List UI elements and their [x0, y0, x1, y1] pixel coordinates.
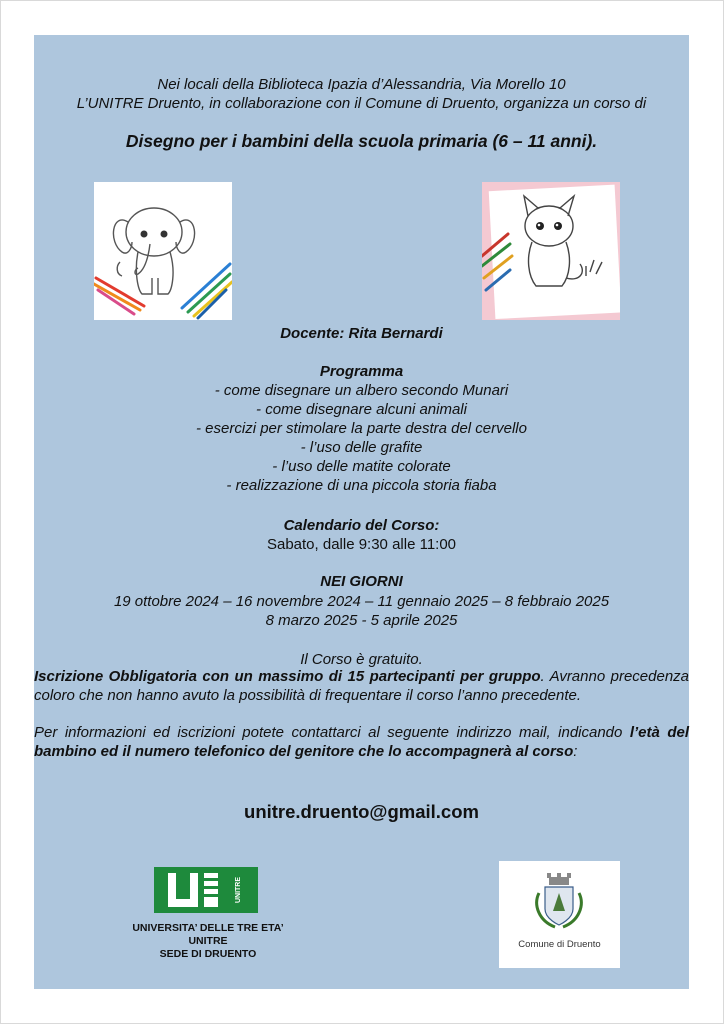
programma-title: Programma — [319, 363, 404, 380]
programma-list — [34, 381, 689, 495]
giorni-line-2: 8 marzo 2025 - 5 aprile 2025 — [265, 612, 458, 629]
list-item: - l’uso delle grafite — [300, 439, 423, 456]
giorni-line-1: 19 ottobre 2024 – 16 novembre 2024 – 11 gennaio 2025 – 8 febbraio 2025 — [113, 593, 610, 610]
contatti-bold: l’età del bambino ed il numero telefonico del genitore che lo accompagnerà al corso — [34, 724, 690, 760]
unitre-caption-line-2: UNITRE — [188, 935, 228, 947]
iscrizione-rest: . Avranno precedenza coloro che non hanno avuto la possibilità di frequentare il corso l’anno precedente. — [34, 668, 690, 704]
list-item: - come disegnare un albero secondo Munari — [214, 382, 509, 399]
unitre-caption-line-1: UNIVERSITA’ DELLE TRE ETA’ — [132, 922, 284, 934]
intro-line-2: L’UNITRE Druento, in collaborazione con il Comune di Druento, organizza un corso di — [76, 95, 647, 112]
list-item: - realizzazione di una piccola storia fiaba — [226, 477, 497, 494]
flyer — [34, 35, 689, 989]
gratuito-text: Il Corso è gratuito. — [300, 651, 423, 668]
intro — [34, 75, 689, 113]
intro-line-1: Nei locali della Biblioteca Ipazia d’Alessandria, Via Morello 10 — [157, 76, 566, 93]
unitre-caption — [118, 922, 298, 961]
docente: Docente: Rita Bernardi — [280, 325, 443, 342]
list-item: - come disegnare alcuni animali — [256, 401, 467, 418]
course-title: Disegno per i bambini della scuola primaria (6 – 11 anni). — [125, 131, 598, 151]
list-item: - esercizi per stimolare la parte destra del cervello — [196, 420, 527, 437]
iscrizione-bold: Iscrizione Obbligatoria con un massimo di 15 partecipanti per gruppo — [34, 668, 541, 685]
contatti-paragraph — [34, 724, 689, 761]
iscrizione-paragraph — [34, 668, 689, 705]
email-address[interactable]: unitre.druento@gmail.com — [244, 801, 479, 822]
comune-label: Comune di Druento — [518, 939, 601, 950]
elephant-drawing — [94, 182, 232, 320]
contatti-start: Per informazioni ed iscrizioni potete contattarci al seguente indirizzo mail, indicando — [34, 724, 630, 741]
giorni-title: NEI GIORNI — [320, 573, 403, 590]
list-item: - l’uso delle matite colorate — [272, 458, 451, 475]
unitre-logo-mark — [154, 867, 258, 913]
unitre-logo — [154, 867, 258, 913]
crest-icon — [499, 861, 620, 939]
comune-logo — [499, 861, 620, 968]
unitre-caption-line-3: SEDE DI DRUENTO — [159, 948, 257, 960]
cat-drawing — [482, 182, 620, 320]
contatti-end: : — [573, 742, 578, 760]
calendario-title: Calendario del Corso: — [283, 517, 440, 534]
unitre-logo-text: UNITRE — [235, 876, 242, 904]
calendario-text: Sabato, dalle 9:30 alle 11:00 — [266, 536, 457, 553]
elephant-drawing-image — [94, 182, 232, 320]
cat-drawing-image — [482, 182, 620, 320]
